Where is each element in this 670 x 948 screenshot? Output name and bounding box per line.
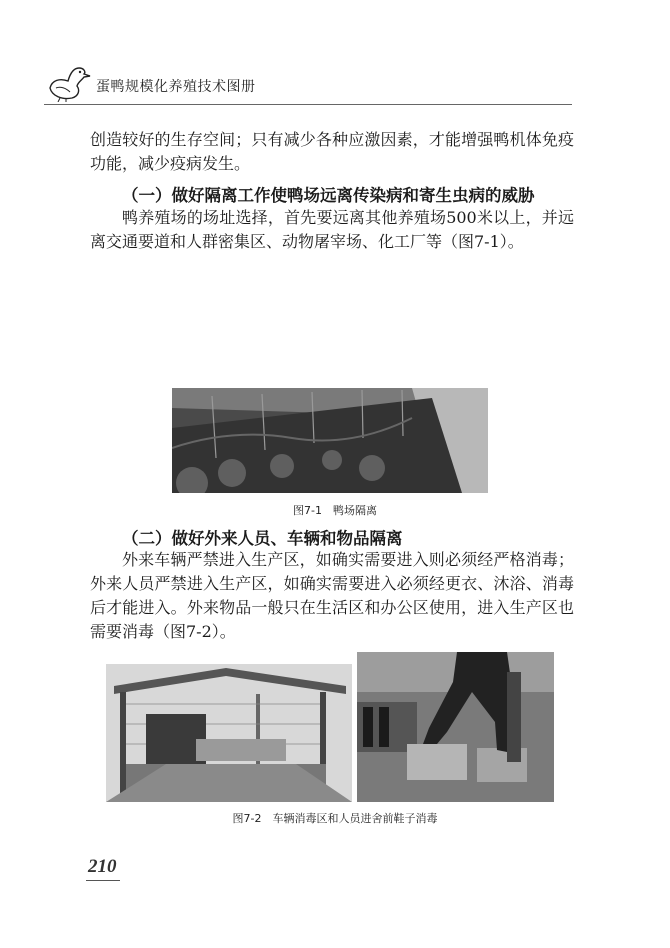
running-header bbox=[44, 58, 572, 105]
vehicle-disinfection-shed-icon bbox=[106, 664, 352, 802]
fence-photo-icon bbox=[172, 388, 488, 493]
figure-7-1-caption: 图7-1 鸭场隔离 bbox=[293, 504, 377, 517]
paragraph-outsider-isolation: 外来车辆严禁进入生产区，如确实需要进入则必须经严格消毒；外来人员严禁进入生产区，如确实需要进入必须经更衣、沐浴、消毒后才能进入。外来物品一般只在生活区和办公区使用，进入生产区也需要消毒（图7-2）。 bbox=[90, 550, 574, 641]
page-number-rule bbox=[86, 880, 120, 881]
figure-7-2-caption: 图7-2 车辆消毒区和人员进舍前鞋子消毒 bbox=[232, 812, 438, 825]
paragraph-intro: 创造较好的生存空间；只有减少各种应激因素，才能增强鸭机体免疫功能，减少疫病发生。 bbox=[90, 130, 574, 173]
section-heading-2: （二）做好外来人员、车辆和物品隔离 bbox=[122, 529, 403, 548]
page-number: 210 bbox=[88, 856, 117, 877]
figure-7-2-left-photo bbox=[106, 664, 352, 802]
paragraph-site-selection: 鸭养殖场的场址选择，首先要远离其他养殖场500米以上，并远离交通要道和人群密集区、动物屠宰场、化工厂等（图7-1）。 bbox=[90, 208, 574, 251]
boot-disinfection-photo-icon bbox=[357, 652, 554, 802]
figure-7-1-photo bbox=[172, 388, 488, 493]
book-title: 蛋鸭规模化养殖技术图册 bbox=[96, 79, 256, 95]
duck-logo-icon bbox=[46, 62, 92, 102]
section-heading-1: （一）做好隔离工作使鸭场远离传染病和寄生虫病的威胁 bbox=[122, 186, 535, 205]
figure-7-2-right-photo bbox=[357, 652, 554, 802]
